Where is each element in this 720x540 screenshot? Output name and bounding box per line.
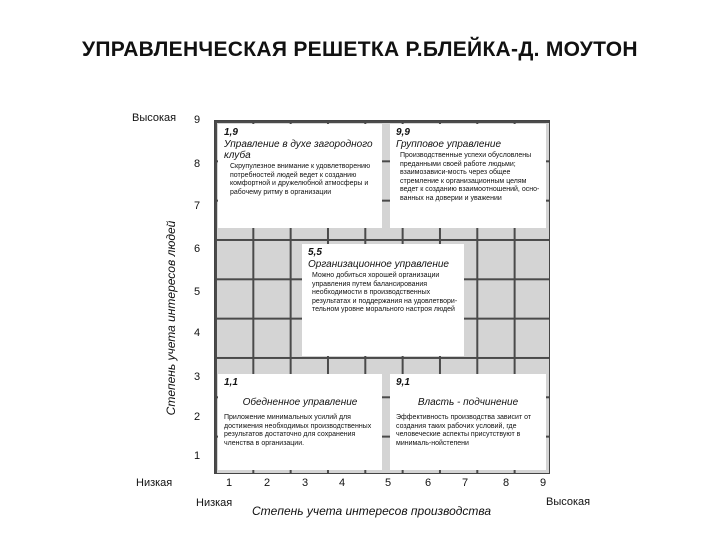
y-tick-label: 8 [193, 158, 201, 170]
style-box-9-1 [390, 374, 546, 470]
y-axis-high-label: Высокая [132, 112, 177, 124]
style-coordinate: 1,1 [224, 377, 238, 388]
x-axis-high-label: Высокая [546, 496, 591, 508]
x-tick-label: 8 [502, 477, 510, 489]
x-tick-label: 4 [338, 477, 346, 489]
style-description: Производственные успехи обусловлены преданными своей работе людьми; взаимозависи-мость через общее стремление к организационным целям ведет к созданию взаимоотношений, осно-ванных на доверии и уважении [400, 152, 540, 202]
y-axis-low-label: Низкая [136, 477, 173, 489]
style-coordinate: 9,9 [396, 127, 410, 138]
y-tick-label: 5 [193, 286, 201, 298]
page-title: УПРАВЛЕНЧЕСКАЯ РЕШЕТКА Р.БЛЕЙКА-Д. МОУТОН [82, 38, 638, 61]
style-box-1-1 [218, 374, 382, 470]
style-coordinate: 5,5 [308, 247, 322, 258]
style-description: Скрупулезное внимание к удовлетворению потребностей людей ведет к созданию комфортной и дружелюбной атмосферы и рабочему ритму в организации [230, 163, 371, 196]
x-tick-label: 6 [424, 477, 432, 489]
y-axis-label: Степень учета интересов людей [164, 220, 178, 416]
x-tick-label: 3 [301, 477, 309, 489]
style-name: Организационное управление [308, 259, 449, 270]
y-tick-label: 6 [193, 243, 201, 255]
style-box-5-5 [302, 244, 464, 356]
x-axis-label: Степень учета интересов производства [252, 504, 492, 518]
style-box-1-9 [218, 124, 382, 228]
x-tick-label: 7 [461, 477, 469, 489]
x-axis-low-label: Низкая [196, 497, 233, 509]
style-box-9-9 [390, 124, 546, 228]
style-description: Эффективность производства зависит от создания таких рабочих условий, где человеческие аспекты присутствуют в минималь-нойстепени [396, 414, 532, 447]
y-tick-label: 9 [193, 114, 201, 126]
y-tick-label: 7 [193, 200, 201, 212]
y-tick-label: 4 [193, 327, 201, 339]
style-name: Управление в духе загородного клуба [224, 139, 373, 161]
style-name: Обедненное управление [242, 397, 358, 408]
x-tick-label: 9 [539, 477, 547, 489]
y-tick-label: 1 [193, 450, 201, 462]
x-tick-label: 1 [225, 477, 233, 489]
style-name: Власть - подчинение [417, 397, 519, 408]
x-tick-label: 5 [384, 477, 392, 489]
y-tick-label: 3 [193, 371, 201, 383]
style-coordinate: 1,9 [224, 127, 238, 138]
x-tick-label: 2 [263, 477, 271, 489]
style-name: Групповое управление [396, 139, 502, 150]
style-coordinate: 9,1 [396, 377, 410, 388]
style-description: Можно добиться хорошей организации управления путем балансирования необходимости в производственных результатах и поддержания на удовлетвори-тельном уровне морального настроя людей [312, 272, 458, 314]
style-description: Приложение минимальных усилий для достижения необходимых производственных результатов достаточно для сохранения членства в организации. [224, 414, 372, 447]
y-tick-label: 2 [193, 411, 201, 423]
